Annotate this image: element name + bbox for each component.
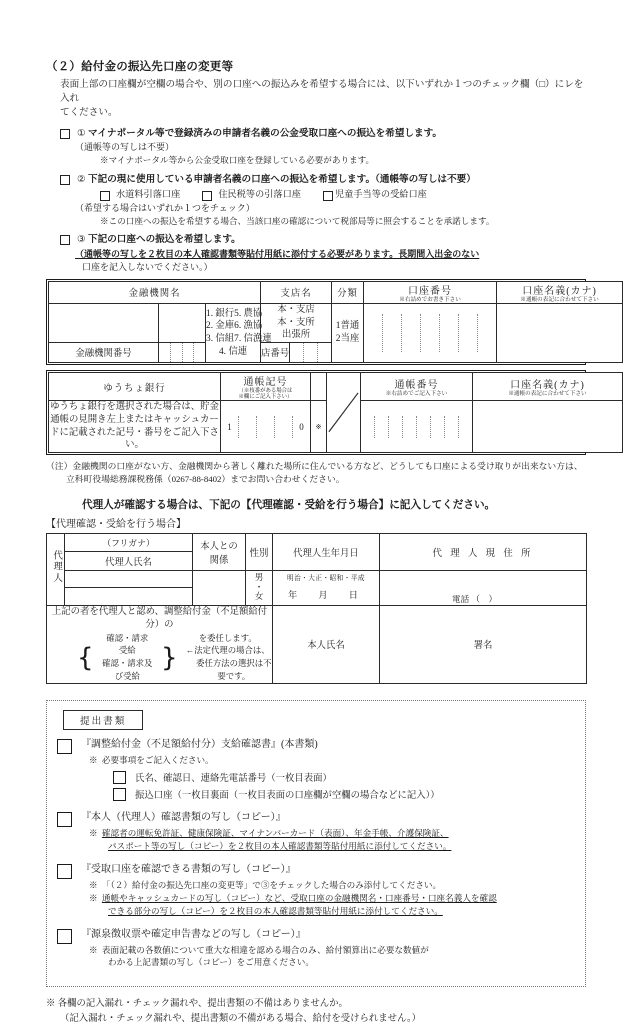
consign-right-1: を委任します。 (198, 633, 257, 643)
option-2-note1: （希望する場合はいずれか１つをチェック） (75, 202, 255, 213)
bank-table-input-row-1 (49, 303, 623, 342)
submission-item-4 (57, 928, 575, 970)
checkbox-identity-document-copy[interactable] (57, 812, 72, 827)
footer-note (46, 997, 586, 1027)
yucho-symbol-digit-1[interactable]: 1 (221, 416, 239, 438)
checkbox-transfer-account[interactable] (113, 788, 126, 801)
submission-item-1-head[interactable] (57, 738, 575, 754)
submission-item-4-title: 『源泉徴収票や確定申告書などの写し（コピー）』 (81, 928, 306, 940)
section-lead-line1: 表面上部の口座欄が空欄の場合や、別の口座への振込みを希望する場合には、以下いずれか１つのチェック欄（□）にレを入れ (60, 79, 584, 104)
institution-type-5: 5. 農協 (234, 308, 263, 319)
bank-account-table (48, 281, 623, 363)
account-kind-options[interactable] (332, 303, 364, 362)
agent-tel-label: 電話 (452, 593, 470, 604)
institution-number-digit-3[interactable] (183, 343, 195, 362)
submission-item-1-note (89, 754, 575, 767)
branch-number-label: 店番号 (261, 342, 290, 362)
header-institution: 金融機関名 (49, 281, 261, 303)
agent-header-row (47, 533, 587, 570)
section-lead (60, 78, 586, 120)
institution-number-digit-cells[interactable] (159, 343, 205, 362)
option-3-marker: ③ (77, 234, 86, 246)
option-1-marker: ① (77, 127, 86, 139)
header-branch: 支店名 (261, 281, 332, 303)
submission-item-3-note-mark: ※ (89, 879, 98, 890)
yucho-table-frame (46, 370, 586, 455)
yucho-number-note: ※右詰めでご記入下さい (385, 391, 448, 398)
yucho-number-digit-4[interactable] (403, 416, 417, 438)
agent-birth-header: 代理人生年月日 (273, 533, 380, 570)
input-account-name[interactable] (497, 303, 623, 362)
branch-type-2: 本・支所 (277, 317, 315, 328)
option-2-choice-2[interactable] (202, 188, 301, 202)
submission-item-2-note-mark: ※ (89, 828, 98, 839)
submission-item-2-note (89, 827, 575, 853)
header-account-number-note: ※右詰めでお書き下さい (399, 296, 461, 303)
yucho-header-row (49, 372, 623, 400)
consign-statement-cell (47, 605, 273, 684)
input-agent-relation[interactable] (193, 570, 246, 605)
yucho-symbol-digit-cells[interactable] (221, 416, 310, 438)
checkbox-resident-tax-account[interactable] (202, 191, 212, 201)
yucho-number-digit-6[interactable] (431, 416, 445, 438)
submission-item-1-sub-1[interactable] (113, 770, 575, 784)
agent-tel-row[interactable] (380, 593, 586, 605)
submission-item-3 (57, 863, 575, 918)
agent-birth-input-cell[interactable] (273, 570, 380, 605)
agent-name-label: 代理人氏名 (105, 557, 152, 568)
option-1-note2: ※マイナポータル等から公金受取口座を登録している必要があります。 (100, 155, 375, 166)
header-account-number (364, 281, 497, 303)
submission-item-3-note2 (89, 892, 575, 918)
institution-type-6: 6. 漁協 (234, 321, 263, 332)
account-kind-1: 1普通 (335, 320, 360, 331)
principal-name-label: 本人氏名 (273, 605, 380, 684)
submission-documents-box (46, 700, 586, 987)
input-agent-name[interactable] (65, 588, 192, 605)
yucho-symbol-digit-3[interactable] (257, 416, 275, 438)
contact-note-line1: （注）金融機関の口座がない方、金融機関から著しく離れた場所に住んでいる方など、どうしても口座による受け取りが出来ない方は、 (46, 461, 583, 472)
checkbox-option-2[interactable] (60, 175, 70, 185)
agent-table (46, 533, 587, 685)
submission-item-2-note-cont: パスポート等の写し（コピー）を２枚目の本人確認書類等貼付用紙に添付してください。 (108, 840, 452, 851)
checkbox-option-3[interactable] (60, 235, 70, 245)
input-institution-name-ext[interactable] (159, 303, 206, 342)
footer-note-mark: ※ (46, 999, 56, 1010)
institution-type-list (206, 303, 272, 362)
yucho-diagonal-cell (327, 372, 361, 452)
yucho-number-digit-7[interactable] (445, 416, 459, 438)
agent-input-row (47, 570, 587, 605)
institution-number-digit-1[interactable] (159, 343, 171, 362)
consign-options[interactable] (100, 633, 155, 683)
option-2-marker: ② (77, 173, 86, 185)
branch-number-digit-1[interactable] (290, 343, 304, 362)
option-3-label-wrap (77, 233, 586, 247)
agent-bracket-title: 【代理確認・受給を行う場合】 (46, 518, 186, 530)
option-2-choices (100, 188, 586, 202)
option-1-row[interactable] (60, 127, 586, 141)
input-institution-number[interactable] (159, 342, 206, 362)
yucho-number-header (361, 372, 473, 400)
checkbox-confirmation-document[interactable] (57, 739, 72, 754)
option-2-choice-1[interactable] (100, 188, 180, 202)
agent-relation-label-2: 関係 (209, 555, 229, 566)
input-agent-birth-date[interactable]: 年 月 日 (288, 589, 364, 600)
consign-options-group (77, 633, 272, 683)
input-yucho-number[interactable] (361, 401, 473, 453)
yucho-number-digit-3[interactable] (389, 416, 403, 438)
yucho-number-header-text: 通帳番号 (394, 380, 439, 392)
agent-relation-label-1: 本人との (200, 541, 238, 552)
option-2-choice-1-label: 水道料引落口座 (116, 189, 181, 199)
account-number-digit-2[interactable] (383, 314, 402, 352)
yucho-account-name-note: ※通帳の表記に合わせて下さい (508, 391, 587, 398)
option-1 (60, 127, 586, 167)
institution-type-2: 2. 金庫 (206, 321, 235, 332)
input-branch-number[interactable] (290, 342, 332, 362)
submission-item-1-sub-2[interactable] (113, 787, 575, 801)
header-account-name-note: ※通帳の表記に合わせて下さい (520, 296, 599, 303)
agent-name-input-cell[interactable] (65, 570, 193, 605)
yucho-symbol-digit-5[interactable]: 0 (299, 421, 304, 432)
branch-type-1: 本・支店 (277, 304, 315, 315)
branch-number-digit-2[interactable] (304, 343, 318, 362)
input-institution-name[interactable] (49, 303, 159, 342)
section-lead-line2: てください。 (60, 106, 118, 118)
option-2 (60, 173, 586, 228)
yucho-table (48, 372, 623, 453)
diagonal-slash-icon (327, 391, 360, 434)
checkbox-receiving-account-document[interactable] (57, 864, 72, 879)
checkbox-name-date-phone[interactable] (113, 771, 126, 784)
institution-number-digit-2[interactable] (171, 343, 183, 362)
bank-table-header-row (49, 281, 623, 303)
checkbox-child-allowance-account[interactable] (323, 191, 333, 201)
input-yucho-symbol[interactable] (221, 401, 311, 453)
option-1-label: マイナポータル等で登録済みの申請者名義の公金受取口座への振込を希望します。 (88, 127, 443, 139)
option-2-choice-2-label: 住民税等の引落口座 (218, 189, 301, 199)
yucho-number-digit-2[interactable] (375, 416, 389, 438)
option-1-label-wrap (77, 127, 586, 141)
yucho-symbol-digit-2[interactable] (239, 416, 257, 438)
footer-note-line1: 各欄の記入漏れ・チェック漏れや、提出書類の不備はありませんか。 (57, 999, 348, 1010)
submission-item-2-note-text: 確認者の運転免許証、健康保険証、マイナンバーカード（表面）、年金手帳、介護保険証、 (101, 828, 449, 839)
option-3 (60, 233, 586, 273)
option-2-note2: ※この口座への振込を希望する場合、当該口座の確認について税部局等に照会することを承諾します。 (100, 215, 495, 226)
option-2-label: 下記の現に使用している申請者名義の口座への振込を希望します。（通帳等の写しは不要） (88, 173, 476, 185)
submission-item-3-note2-cont: できる部分の写し（コピー）を２枚目の本人確認書類等貼付用紙に添付してください。 (108, 905, 443, 916)
yucho-number-digit-5[interactable] (417, 416, 431, 438)
option-3-label: 下記の口座への振込を希望します。 (88, 234, 241, 246)
yucho-instruction-note: ゆうちょ銀行を選択された場合は、貯金通帳の見開き左上またはキャッシュカードに記載された記号・番号をご記入下さい。 (49, 401, 221, 453)
agent-vertical-label: 代理人 (51, 550, 62, 585)
header-kind: 分類 (332, 281, 364, 303)
agent-gender-separator: ・ (254, 581, 264, 592)
submission-item-1-title: 『調整給付金（不足額給付分）支給確認書』(本書類) (81, 739, 318, 751)
submission-item-4-note (89, 944, 575, 970)
input-account-number[interactable] (364, 303, 497, 362)
yucho-symbol-note-2: ※欄にご記入下さい） (238, 394, 293, 401)
institution-type-7: 7. 信漁連 (234, 333, 272, 344)
submission-item-3-note2-mark: ※ (89, 892, 98, 903)
option-2-label-wrap (77, 173, 586, 187)
account-number-digit-1[interactable] (364, 314, 383, 352)
brace-open-icon: { (77, 642, 94, 673)
agent-name-header (65, 533, 193, 570)
option-2-choice-3[interactable] (323, 188, 427, 202)
submission-item-1 (57, 738, 575, 801)
input-yucho-account-name[interactable] (473, 401, 623, 453)
yucho-symbol-note-1: （※枝番がある場合は (238, 387, 293, 394)
agent-gender-header: 性別 (246, 533, 273, 570)
consign-option-1[interactable]: 確認・請求 (106, 633, 149, 643)
submission-item-3-note2-text: 通帳やキャッシュカードの写し（コピー）など、受取口座の金融機関名・口座番号・口座名義人を確認 (101, 892, 497, 903)
option-3-row[interactable] (60, 233, 586, 247)
input-agent-tel[interactable]: （ ） (471, 593, 498, 604)
agent-address-header: 代 理 人 現 住 所 (380, 533, 587, 570)
contact-note-line2: 立科町役場総務課税務係（0267-88-8402）までお問い合わせください。 (66, 474, 345, 485)
agent-address-input-cell[interactable] (380, 570, 587, 605)
account-number-digit-6[interactable] (459, 314, 478, 352)
submission-item-2-title: 『本人（代理人）確認書類の写し（コピー）』 (81, 812, 286, 824)
consign-right-text (184, 633, 272, 683)
submission-item-4-note-mark: ※ (89, 944, 98, 955)
institution-type-4: 4. 信連 (218, 346, 248, 357)
submission-item-3-head[interactable] (57, 863, 575, 879)
option-2-choice-3-label: 児童手当等の受給口座 (335, 189, 427, 199)
agent-furigana-label: （フリガナ） (65, 534, 192, 552)
branch-type-3: 出張所 (281, 330, 311, 341)
bank-account-table-frame (46, 279, 599, 365)
option-1-note1: （通帳等の写しは不要） (75, 142, 175, 153)
checkbox-water-bill-account[interactable] (100, 191, 110, 201)
account-number-digit-4[interactable] (421, 314, 440, 352)
agent-gender-male[interactable]: 男 (254, 571, 264, 582)
agent-vertical-label-cell (47, 533, 65, 605)
submission-item-2 (57, 811, 575, 853)
consign-option-2[interactable]: 受給 (118, 646, 136, 656)
yucho-number-digit-8[interactable] (459, 416, 472, 438)
yucho-symbol-header (221, 372, 311, 400)
account-kind-2: 2当座 (335, 333, 360, 344)
form-content (46, 58, 599, 1027)
account-number-digit-cells[interactable] (364, 314, 496, 352)
agent-gender-choice[interactable] (246, 570, 273, 605)
signature-cell[interactable] (380, 605, 587, 684)
submission-item-3-note-text: 「（２）給付金の振込先口座の変更等」で③をチェックした場合のみ添付してください。 (101, 879, 442, 890)
input-agent-address[interactable] (380, 573, 586, 593)
checkbox-option-1[interactable] (60, 129, 70, 139)
institution-number-label: 金融機関番号 (49, 342, 159, 362)
header-account-name-text: 口座名義(カナ) (522, 285, 597, 297)
yucho-symbol-header-text: 通帳記号 (243, 376, 288, 388)
submission-item-3-note (89, 879, 575, 892)
consign-line-1: 上記の者を代理人と認め、調整給付金（不足額給付分）の (51, 606, 268, 631)
branch-number-digit-cells[interactable] (290, 343, 331, 362)
yucho-bank-name: ゆうちょ銀行 (49, 372, 221, 400)
agent-gender-female[interactable]: 女 (254, 591, 264, 602)
account-number-digit-3[interactable] (402, 314, 421, 352)
institution-type-1: 1. 銀行 (206, 308, 235, 319)
consign-right-3: 委任方法の選択は不要です。 (196, 658, 272, 681)
yucho-account-name-header (473, 372, 623, 400)
consign-right-2: ←法定代理の場合は、 (185, 646, 270, 656)
agent-relation-header (193, 533, 246, 570)
consign-option-3[interactable]: 確認・請求及び受給 (102, 658, 153, 681)
input-agent-furigana[interactable] (65, 571, 192, 588)
yucho-account-name-header-text: 口座名義(カナ) (510, 380, 585, 392)
account-number-digit-5[interactable] (440, 314, 459, 352)
header-account-name (497, 281, 623, 303)
submission-item-1-note-text: 必要事項をご記入ください。 (101, 755, 214, 766)
institution-type-3: 3. 信組 (206, 333, 235, 344)
submission-title: 提出書類 (63, 710, 143, 730)
option-3-note1: （通帳等の写しを２枚目の本人確認書類等貼付用紙に添付する必要があります。長期間入出金のない (75, 248, 480, 259)
institution-number-digit-4[interactable] (194, 343, 205, 362)
account-number-digit-7[interactable] (478, 314, 496, 352)
header-account-number-text: 口座番号 (408, 285, 453, 297)
option-2-row[interactable] (60, 173, 586, 187)
contact-note (46, 460, 586, 486)
submission-item-1-note-mark: ※ (89, 755, 98, 766)
agent-instruction: 代理人が確認する場合は、下記の【代理確認・受給を行う場合】に記入してください。 (82, 499, 496, 511)
submission-item-2-head[interactable] (57, 811, 575, 827)
submission-item-4-head[interactable] (57, 928, 575, 944)
signature-label: 署名 (473, 641, 493, 652)
branch-number-digit-3[interactable] (318, 343, 331, 362)
submission-item-1-sub-2-label: 振込口座（一枚目裏面（一枚目表面の口座欄が空欄の場合などに記入）） (135, 791, 440, 802)
submission-item-3-title: 『受取口座を確認できる書類の写し（コピー）』 (81, 863, 296, 875)
submission-item-4-note-text: 表面記載の各数値について重大な相違を認める場合のみ、給付額算出に必要な数値が (101, 944, 429, 955)
submission-item-1-sub-1-label: 氏名、確認日、連絡先電話番号（一枚目表面） (135, 774, 332, 785)
yucho-number-digit-cells[interactable] (361, 416, 472, 438)
yucho-branch-mark-cell[interactable]: ※ (311, 401, 327, 453)
agent-consign-row (47, 605, 587, 684)
yucho-number-digit-1[interactable] (361, 416, 375, 438)
option-3-note2: 口座を記入しないでください。） (82, 261, 213, 272)
yucho-symbol-digit-4[interactable] (275, 416, 293, 438)
section-title: （２）給付金の振込先口座の変更等 (46, 61, 234, 73)
brace-close-icon: } (161, 642, 178, 673)
yucho-symbol-mark-header (311, 372, 327, 400)
footer-note-line2: （記入漏れ・チェック漏れや、提出書類の不備がある場合、給付を受けられません。） (60, 1014, 422, 1025)
submission-item-4-note-cont: わかる上記書類の写し（コピー）をご用意ください。 (108, 957, 314, 968)
agent-birth-era-options[interactable]: 明治・大正・昭和・平成 (286, 574, 366, 582)
checkbox-withholding-slip-copy[interactable] (57, 929, 72, 944)
